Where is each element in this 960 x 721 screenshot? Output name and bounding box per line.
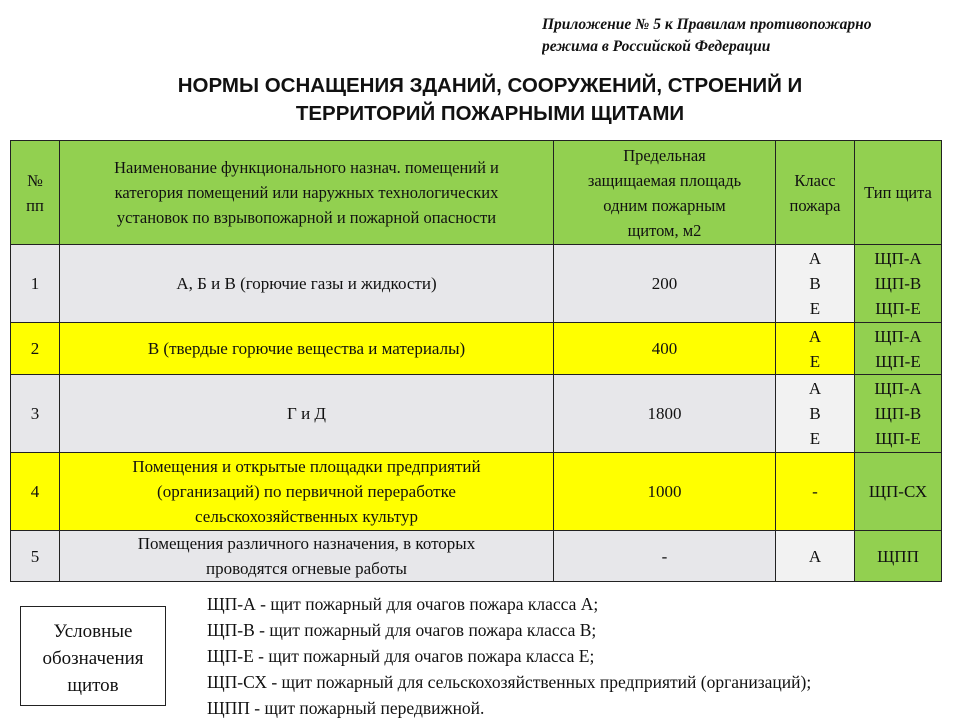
page-title xyxy=(80,72,900,128)
row-name xyxy=(60,375,554,453)
legend-item: ЩП-Е - щит пожарный для очагов пожара класса Е; xyxy=(207,646,595,666)
header-class xyxy=(776,141,855,245)
row-name xyxy=(60,323,554,375)
legend-box-line: Условные xyxy=(53,621,133,642)
class-item: Е xyxy=(809,299,821,318)
row-name-line: А, Б и В (горючие газы и жидкости) xyxy=(176,274,437,293)
class-item: А xyxy=(808,546,822,566)
header-num xyxy=(11,141,60,245)
row-types xyxy=(855,531,942,582)
row-area: 200 xyxy=(554,245,776,323)
type-item: ЩП-А xyxy=(874,326,922,346)
header-name xyxy=(60,141,554,245)
header-area-line: одним пожарным xyxy=(603,195,726,215)
header-num-line: пп xyxy=(26,195,44,215)
row-classes xyxy=(776,323,855,375)
row-name xyxy=(60,245,554,323)
legend-item: ЩПП - щит пожарный передвижной. xyxy=(207,698,485,718)
class-item: А xyxy=(808,379,822,398)
legend-list xyxy=(207,591,957,721)
type-item: ЩП-А xyxy=(874,249,922,268)
row-types xyxy=(855,453,942,531)
type-item: ЩП-СХ xyxy=(868,482,928,501)
legend-item: ЩП-В - щит пожарный для очагов пожара класса В; xyxy=(207,620,597,640)
row-area: 400 xyxy=(554,323,776,375)
row-num: 4 xyxy=(11,453,60,531)
row-classes xyxy=(776,531,855,582)
row-name-line: Помещения и открытые площадки предприятий xyxy=(132,457,481,476)
table-row xyxy=(11,375,942,453)
class-item: А xyxy=(808,326,822,346)
class-item: В xyxy=(809,404,821,423)
table-row xyxy=(11,531,942,582)
row-name-line: Г и Д xyxy=(286,404,327,423)
norms-table xyxy=(10,140,942,582)
type-item: ЩП-В xyxy=(874,404,922,423)
legend-box-line: обозначения xyxy=(42,648,144,669)
legend-item: ЩП-СХ - щит пожарный для сельскохозяйственных предприятий (организаций); xyxy=(207,672,812,692)
row-types xyxy=(855,323,942,375)
header-name-line: установок по взрывопожарной и пожарной опасности xyxy=(116,208,497,227)
header-name-line: категория помещений или наружных технологических xyxy=(114,183,499,202)
type-item: ЩП-Е xyxy=(875,429,921,448)
row-name-line: Помещения различного назначения, в которых xyxy=(137,534,476,553)
row-classes xyxy=(776,245,855,323)
header-num-line: № xyxy=(27,170,43,190)
row-classes xyxy=(776,375,855,453)
legend-box xyxy=(20,606,166,706)
row-area: 1800 xyxy=(554,375,776,453)
table-row xyxy=(11,245,942,323)
class-item: Е xyxy=(809,429,821,448)
header-name-line: Наименование функционального назнач. помещений и xyxy=(114,158,499,177)
row-types xyxy=(855,245,942,323)
row-name-line: (организаций) по первичной переработке xyxy=(157,482,456,501)
class-item: В xyxy=(809,274,821,293)
table-row xyxy=(11,323,942,375)
header-class-line: пожара xyxy=(789,195,841,215)
row-types xyxy=(855,375,942,453)
row-area: 1000 xyxy=(554,453,776,531)
title-line-1: НОРМЫ ОСНАЩЕНИЯ ЗДАНИЙ, СООРУЖЕНИЙ, СТРОЕНИЙ И xyxy=(177,74,803,97)
header-type-line: Тип щита xyxy=(864,183,932,202)
row-num: 1 xyxy=(11,245,60,323)
class-item: Е xyxy=(809,351,821,371)
appendix-line-2: режима в Российской Федерации xyxy=(542,38,771,55)
row-name xyxy=(60,531,554,582)
appendix-note xyxy=(542,14,960,58)
row-num: 5 xyxy=(11,531,60,582)
type-item: ЩП-Е xyxy=(875,299,921,318)
class-item: - xyxy=(812,482,818,501)
legend-item: ЩП-А - щит пожарный для очагов пожара класса А; xyxy=(207,594,599,614)
type-item: ЩП-В xyxy=(874,274,922,293)
header-area-line: щитом, м2 xyxy=(627,220,702,240)
type-item: ЩПП xyxy=(877,546,919,566)
title-line-2: ТЕРРИТОРИЙ ПОЖАРНЫМИ ЩИТАМИ xyxy=(295,102,685,125)
table-row xyxy=(11,453,942,531)
row-name xyxy=(60,453,554,531)
row-name-line: сельскохозяйственных культур xyxy=(195,507,418,526)
row-name-line: В (твердые горючие вещества и материалы) xyxy=(147,339,466,358)
appendix-line-1: Приложение № 5 к Правилам противопожарно xyxy=(542,16,872,33)
header-area xyxy=(554,141,776,245)
type-item: ЩП-Е xyxy=(875,351,921,371)
row-area: - xyxy=(554,531,776,582)
header-row xyxy=(11,141,942,245)
row-num: 2 xyxy=(11,323,60,375)
row-num: 3 xyxy=(11,375,60,453)
header-type xyxy=(855,141,942,245)
header-class-line: Класс xyxy=(794,170,836,190)
class-item: А xyxy=(808,249,822,268)
row-classes xyxy=(776,453,855,531)
type-item: ЩП-А xyxy=(874,379,922,398)
header-area-line: защищаемая площадь xyxy=(587,170,742,190)
row-name-line: проводятся огневые работы xyxy=(206,559,407,578)
legend-box-line: щитов xyxy=(67,675,119,696)
header-area-line: Предельная xyxy=(623,145,706,165)
